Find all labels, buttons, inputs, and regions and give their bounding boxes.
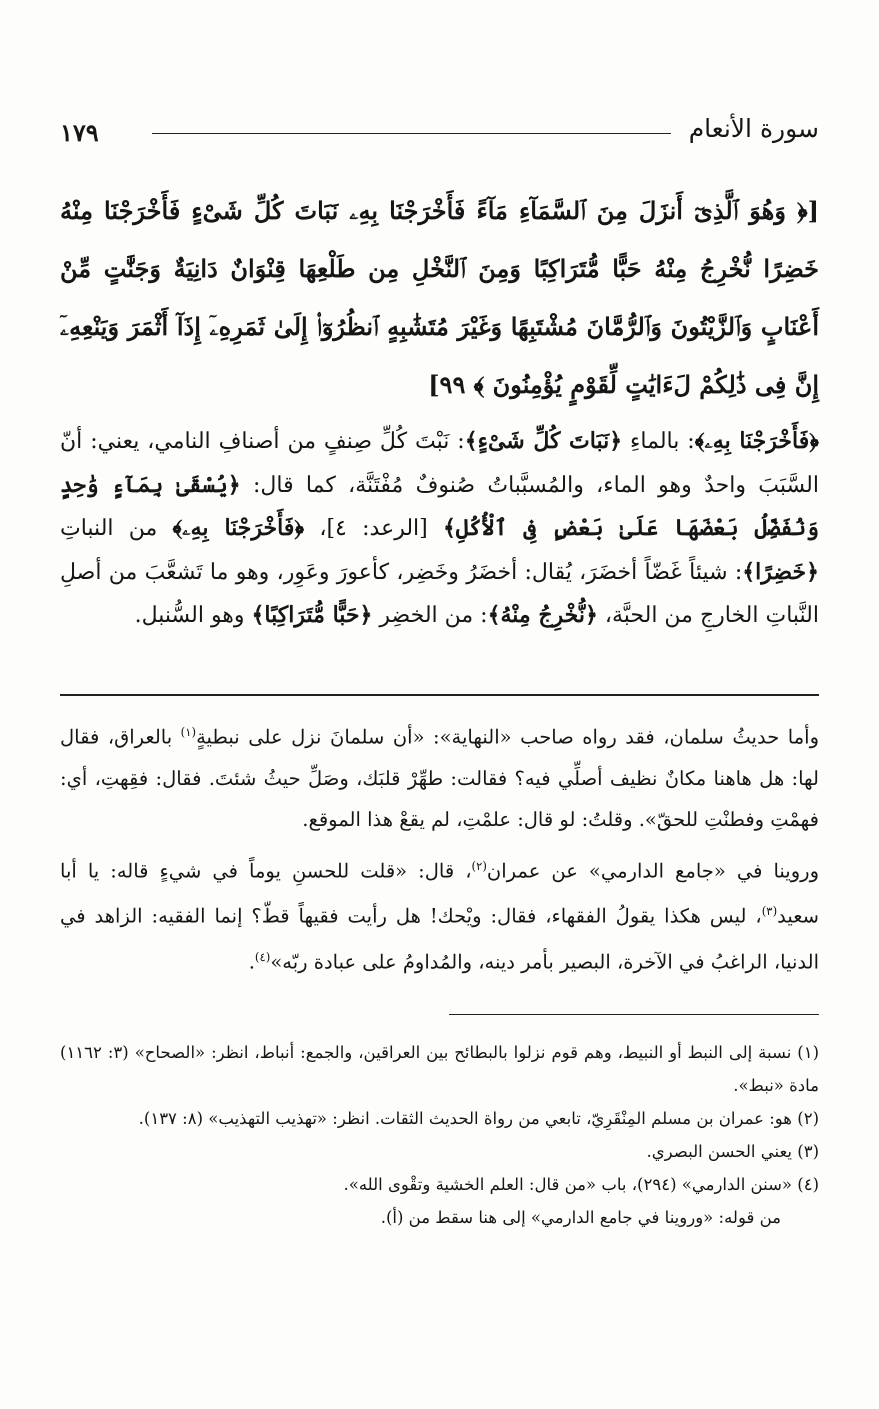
footnote-3: (٣) يعني الحسن البصري.: [646, 1142, 819, 1161]
footnote-ref[interactable]: (٣): [761, 904, 778, 918]
quote-7: ﴿حَبًّا مُّتَرَاكِبًا﴾: [251, 602, 373, 628]
tafsir-paragraph: [60, 420, 819, 638]
text-4: من النباتِ: [60, 516, 173, 541]
header-rule: [152, 133, 671, 134]
note-text: .: [248, 950, 255, 973]
note-paragraph-1: [60, 712, 819, 840]
commentary-notes: [60, 712, 819, 988]
text-1: : بالماءِ: [622, 429, 695, 454]
note-text: ، قال: «قلت للحسنِ يوماً في شيءٍ قاله: يا أبا سعيد: [60, 859, 819, 928]
quote-2: ﴿نَبَاتَ كُلِّ شَىْءٍ﴾: [464, 428, 623, 454]
footnote-divider: [449, 1014, 819, 1015]
text-5: : شيئاً غَضّاً أخضَرَ، يُقال: أخضَرُ وخَضِر، كأعورَ وعَوِر، وهو ما تَشعَّبَ من أصلِ النَّباتِ الخارجِ من الحبَّة،: [60, 559, 819, 628]
surah-title: سورة الأنعام: [688, 114, 819, 143]
quote-5: ﴿خَضِرًا﴾: [742, 558, 819, 585]
footnote-4: (٤) «سنن الدارمي» (٢٩٤)، باب «من قال: العلم الخشية وتقْوى الله».: [343, 1175, 819, 1194]
quote-3: ﴿يُسْقَىٰ بِمَآءٍ وَٰحِدٍ وَنُفَضِّلُ بَعْضَهَا عَلَىٰ بَعْضٍ فِى ٱلْأُكُلِ﴾: [60, 471, 819, 541]
quote-1: ﴿فَأَخْرَجْنَا بِهِۦ﴾: [694, 428, 819, 454]
note-text: وأما حديثُ سلمان، فقد رواه صاحب «النهاية»: «أن سلمانَ نزل على نبطيةٍ: [196, 725, 819, 749]
text-6: : من الخضِر: [372, 603, 488, 628]
footnote-ref[interactable]: (٢): [471, 858, 487, 873]
footnote-4-continuation: من قوله: «وروينا في جامع الدارمي» إلى هنا سقط من (أ).: [380, 1208, 781, 1227]
text-2: : نَبْتَ كُلِّ صِنفٍ من أصنافِ النامي، يعني: أنّ السَّبَبَ واحدٌ وهو الماء، والمُسبَّباتُ صُنوفٌ مُفْتَنَّة، كما قال:: [60, 429, 819, 498]
footnote-ref[interactable]: (١): [180, 725, 197, 739]
text-7: وهو السُّنبل.: [134, 603, 252, 628]
quote-6: ﴿نُّخْرِجُ مِنْهُ﴾: [487, 602, 598, 628]
note-paragraph-2: [60, 846, 819, 983]
page-header: [60, 114, 819, 148]
footnote-2: (٢) هو: عمران بن مسلم المِنْقَرِيّ، تابعي من رواة الحديث الثقات. انظر: «تهذيب التهذيب» (٨: ١٣٧).: [138, 1109, 819, 1128]
section-divider: [60, 694, 819, 696]
note-text: ، ليس هكذا يقولُ الفقهاء، فقال: ويْحك! هل رأيت فقيهاً قطّ؟ إنما الفقيه: الزاهد في الدنيا، الراغبُ في الآخرة، البصير بأمر دينه، والمُداومُ على عبادة ربّه»: [60, 904, 819, 973]
quran-verse: [﴿ وَهُوَ ٱلَّذِىٓ أَنزَلَ مِنَ ٱلسَّمَآءِ مَآءً فَأَخْرَجْنَا بِهِۦ نَبَاتَ كُلِّ شَىْءٍ فَأَخْرَجْنَا مِنْهُ خَضِرًا نُّخْرِجُ مِنْهُ حَبًّا مُّتَرَاكِبًا وَمِنَ ٱلنَّخْلِ مِن طَلْعِهَا قِنْوَانٌ دَانِيَةٌ وَجَنَّٰتٍ مِّنْ أَعْنَابٍ وَٱلزَّيْتُونَ وَٱلرُّمَّانَ مُشْتَبِهًا وَغَيْرَ مُتَشَٰبِهٍ ٱنظُرُوٓا۟ إِلَىٰ ثَمَرِهِۦٓ إِذَآ أَثْمَرَ وَيَنْعِهِۦٓ إِنَّ فِى ذَٰلِكُمْ لَءَايَٰتٍ لِّقَوْمٍ يُؤْمِنُونَ ﴾ ٩٩]: [60, 196, 819, 399]
note-text: وروينا في «جامع الدارمي» عن عمران: [486, 859, 819, 882]
page-number: ١٧٩: [60, 118, 99, 147]
text-3: [الرعد: ٤]،: [304, 516, 443, 541]
footnotes: [60, 1036, 819, 1234]
quote-4: ﴿فَأَخْرَجْنَا بِهِۦ﴾: [172, 515, 305, 541]
footnote-ref[interactable]: (٤): [254, 949, 271, 964]
note-text: بالعراق، فقال لها: هل هاهنا مكانٌ نظيف أصلِّي فيه؟ فقالت: طهِّرْ قلبَك، وصَلِّ حيثُ شئتَ. فقال: فقِهتِ، أي: فهمْتِ وفطنْتِ للحقّ». وقلتُ: لو قال: علمْتِ، لم يقعْ هذا الموقع.: [60, 725, 819, 831]
footnote-1: (١) نسبة إلى النبط أو النبيط، وهم قوم نزلوا بالبطائح بين العراقين، والجمع: أنباط، انظر: «الصحاح» (٣: ١١٦٢) مادة «نبط».: [60, 1043, 819, 1095]
